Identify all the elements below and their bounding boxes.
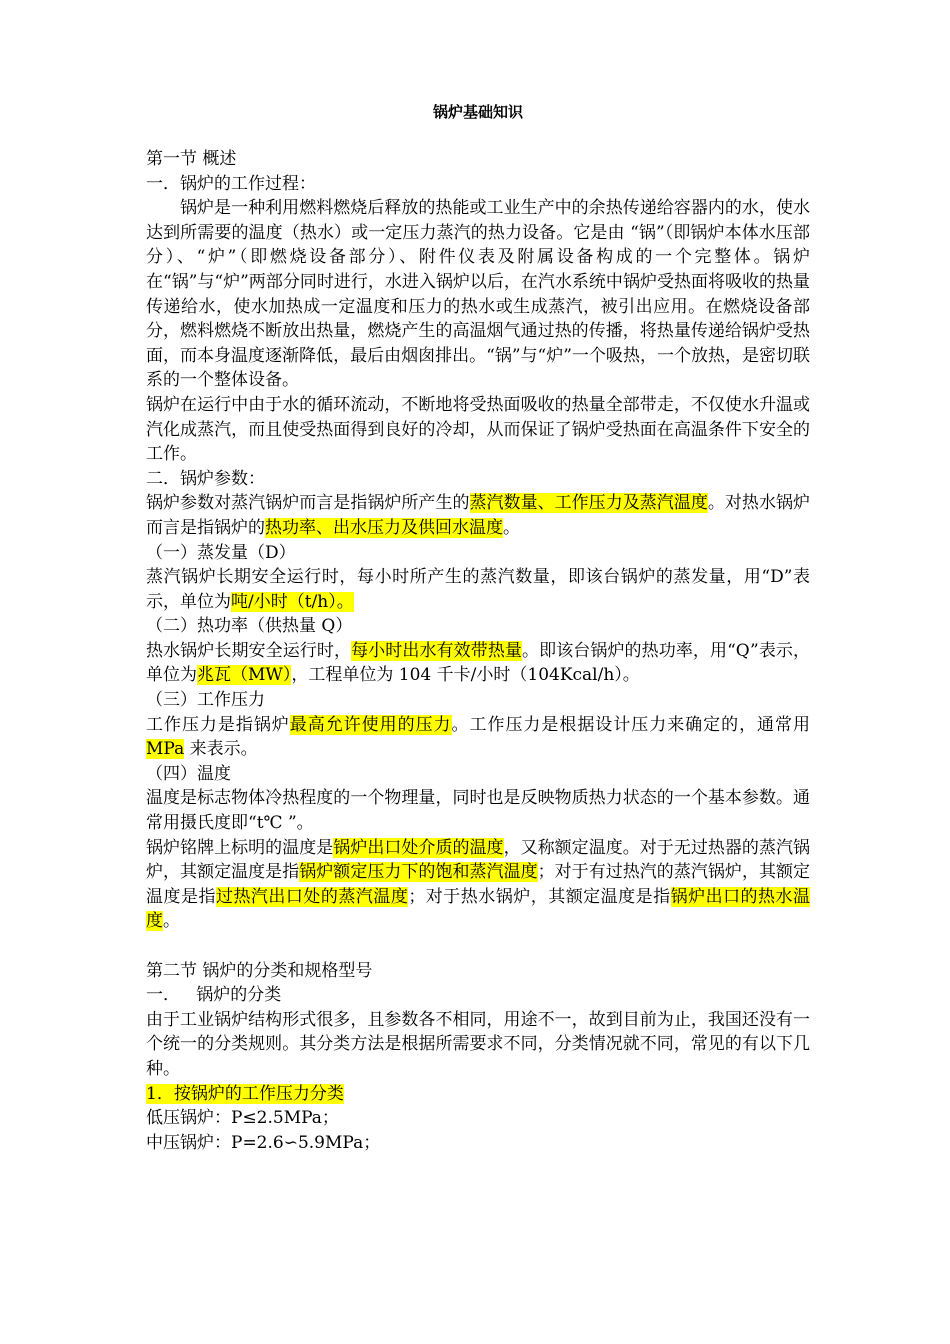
section1-heading: 第一节 概述 <box>146 149 237 169</box>
temp-text-e: ；对于有过热汽的蒸汽锅炉，其额定温度是指 <box>146 862 811 907</box>
params-highlight-steam: 蒸汽数量、工作压力及蒸汽温度 <box>469 493 708 514</box>
paragraph-classification: 由于工业锅炉结构形式很多，且参数各不相同，用途不一，故到目前为止，我国还没有一个统一的分类规则。其分类方法是根据所需要求不同，分类情况就不同，常见的有以下几种。 <box>146 1009 810 1079</box>
section-spacer <box>146 934 810 959</box>
paragraph-temperature-rated <box>146 836 810 934</box>
low-pressure-boiler: 低压锅炉：P≤2.5MPa； <box>146 1108 339 1129</box>
press-text-a: 工作压力是指锅炉 <box>146 714 290 735</box>
temp-highlight-hotwater: 锅炉出口的热水温度 <box>146 886 811 932</box>
press-text-e: 来表示。 <box>184 739 258 760</box>
item-temperature-heading: （四）温度 <box>146 763 231 784</box>
cls1-highlight: 1．按锅炉的工作压力分类 <box>146 1083 344 1104</box>
evap-highlight-unit: 吨/小时（t/h）。 <box>231 591 354 612</box>
section1-sub1: 一．锅炉的工作过程： <box>146 173 316 194</box>
section2-heading: 第二节 锅炉的分类和规格型号 <box>146 960 373 981</box>
classification-by-pressure <box>146 1082 810 1107</box>
paragraph-work-process: 锅炉是一种利用燃料燃烧后释放的热能或工业生产中的余热传递给容器内的水，使水达到所需要的温度（热水）或一定压力蒸汽的热力设备。它是由 “锅”（即锅炉本体水压部分）、“炉”（即燃烧设备部分）、附件仪表及附属设备构成的一个完整体。锅炉在“锅”与“炉”两部分同时进行，水进入锅炉以后，在汽水系统中锅炉受热面将吸收的热量传递给水，使水加热成一定温度和压力的热水或生成蒸汽，被引出应用。在燃烧设备部分，燃料燃烧不断放出热量，燃烧产生的高温烟气通过热的传播，将热量传递给锅炉受热面，而本身温度逐渐降低，最后由烟囱排出。“锅”与“炉”一个吸热，一个放热，是密切联系的一个整体设备。 <box>146 198 810 391</box>
item-pressure-heading: （三）工作压力 <box>146 690 265 711</box>
section2-sub1: 一． 锅炉的分类 <box>146 985 282 1006</box>
paragraph-circulation: 锅炉在运行中由于水的循环流动，不断地将受热面吸收的热量全部带走，不仅使水升温或汽化成蒸汽，而且使受热面得到良好的冷却，从而保证了锅炉受热面在高温条件下安全的工作。 <box>146 394 810 465</box>
paragraph-params <box>146 491 810 540</box>
temp-text-i: 。 <box>163 911 180 932</box>
heat-text-c: 。即该台锅炉的热功率，用“Q”表示，单位为 <box>146 640 811 686</box>
temp-highlight-saturated: 锅炉额定压力下的饱和蒸汽温度 <box>299 862 538 883</box>
doc-body <box>146 147 810 1155</box>
temp-text-c: ，又称额定温度。对于无过热器的蒸汽锅炉，其额定温度是指 <box>146 837 811 883</box>
medium-pressure-boiler: 中压锅炉：P=2.6∽5.9MPa； <box>146 1132 381 1153</box>
press-text-c: 。工作压力是根据设计压力来确定的，通常用 <box>451 714 811 735</box>
section1-sub2: 二．锅炉参数： <box>146 468 265 489</box>
params-text-a: 锅炉参数对蒸汽锅炉而言是指锅炉所产生的 <box>146 493 470 514</box>
params-text-c: 。对热水锅炉而言是指锅炉的 <box>146 493 811 538</box>
heat-highlight-unit: 兆瓦（MW） <box>197 665 292 686</box>
paragraph-evaporation <box>146 565 810 614</box>
paragraph-temperature-def: 温度是标志物体冷热程度的一个物理量，同时也是反映物质热力状态的一个基本参数。通常用摄氏度即“t℃ ”。 <box>146 788 810 834</box>
heat-text-a: 热水锅炉长期安全运行时， <box>146 640 352 661</box>
doc-title: 锅炉基础知识 <box>432 103 523 121</box>
temp-text-g: ；对于热水锅炉，其额定温度是指 <box>408 886 671 907</box>
press-highlight-unit: MPa <box>146 739 185 760</box>
item-heat-power-heading: （二）热功率（供热量 Q） <box>146 616 353 637</box>
heat-highlight-definition: 每小时出水有效带热量 <box>351 640 523 661</box>
paragraph-pressure <box>146 713 810 762</box>
evap-text: 蒸汽锅炉长期安全运行时，每小时所产生的蒸汽数量，即该台锅炉的蒸发量，用“D”表示，单位为 <box>146 567 810 612</box>
item-evaporation-heading: （一）蒸发量（D） <box>146 542 296 563</box>
heat-text-e: ，工程单位为 104 千卡/小时（104Kcal/h）。 <box>291 665 640 686</box>
params-text-e: 。 <box>503 517 520 538</box>
temp-text-a: 锅炉铭牌上标明的温度是 <box>146 837 334 858</box>
press-highlight-definition: 最高允许使用的压力 <box>289 714 452 735</box>
paragraph-heat-power <box>146 639 810 688</box>
params-highlight-hotwater: 热功率、出水压力及供回水温度 <box>265 517 503 538</box>
temp-highlight-outlet: 锅炉出口处介质的温度 <box>333 837 504 858</box>
temp-highlight-superheated: 过热汽出口处的蒸汽温度 <box>215 886 409 907</box>
